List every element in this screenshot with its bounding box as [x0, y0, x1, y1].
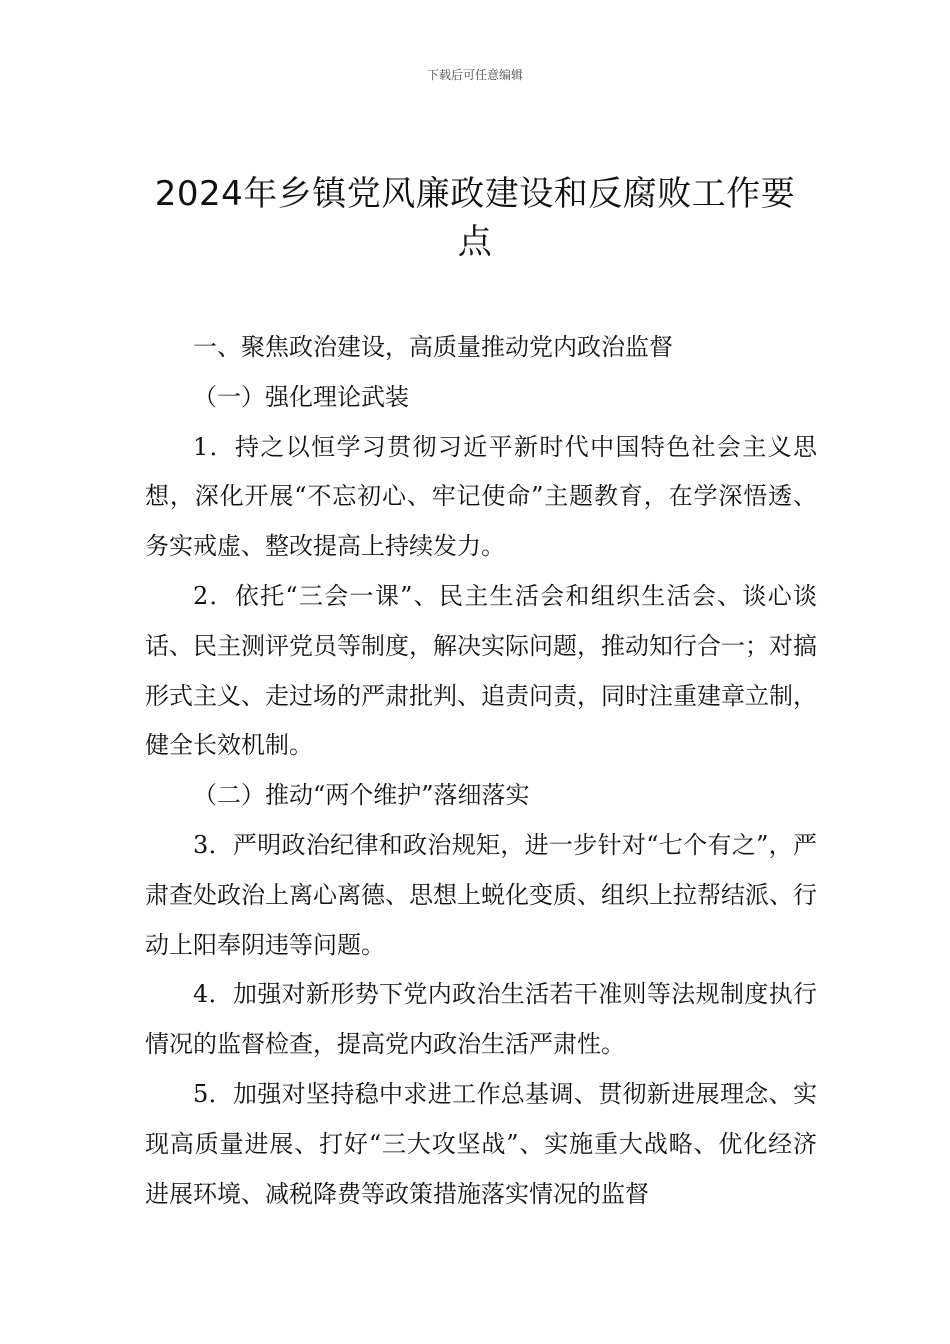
document-body: [145, 323, 817, 1219]
section-1-heading: 一、聚焦政治建设，高质量推动党内政治监督: [193, 333, 673, 361]
subsection-2-heading: （二）推动“两个维护”落细落实: [193, 781, 530, 810]
paragraph-item-3: 3．严明政治纪律和政治规矩，进一步针对“七个有之”，严肃查处政治上离心离德、思想上蜕化变质、组织上拉帮结派、行动上阳奉阴违等问题。: [145, 830, 817, 959]
document-title: 2024年乡镇党风廉政建设和反腐败工作要点: [154, 174, 796, 262]
paragraph-item-2: 2．依托“三会一课”、民主生活会和组织生活会、谈心谈话、民主测评党员等制度，解决实际问题，推动知行合一；对搞形式主义、走过场的严肃批判、追责问责，同时注重建章立制，健全长效机制。: [145, 581, 817, 760]
paragraph-item-5: 5．加强对坚持稳中求进工作总基调、贯彻新进展理念、实现高质量进展、打好“三大攻坚战”、实施重大战略、优化经济进展环境、减税降费等政策措施落实情况的监督: [145, 1079, 817, 1208]
header-note: 下载后可任意编辑: [426, 68, 523, 82]
paragraph-item-4: 4．加强对新形势下党内政治生活若干准则等法规制度执行情况的监督检查，提高党内政治生活严肃性。: [145, 980, 817, 1059]
paragraph-item-1: 1．持之以恒学习贯彻习近平新时代中国特色社会主义思想，深化开展“不忘初心、牢记使命”主题教育，在学深悟透、务实戒虚、整改提高上持续发力。: [145, 432, 817, 561]
subsection-1-heading: （一）强化理论武装: [193, 382, 409, 411]
